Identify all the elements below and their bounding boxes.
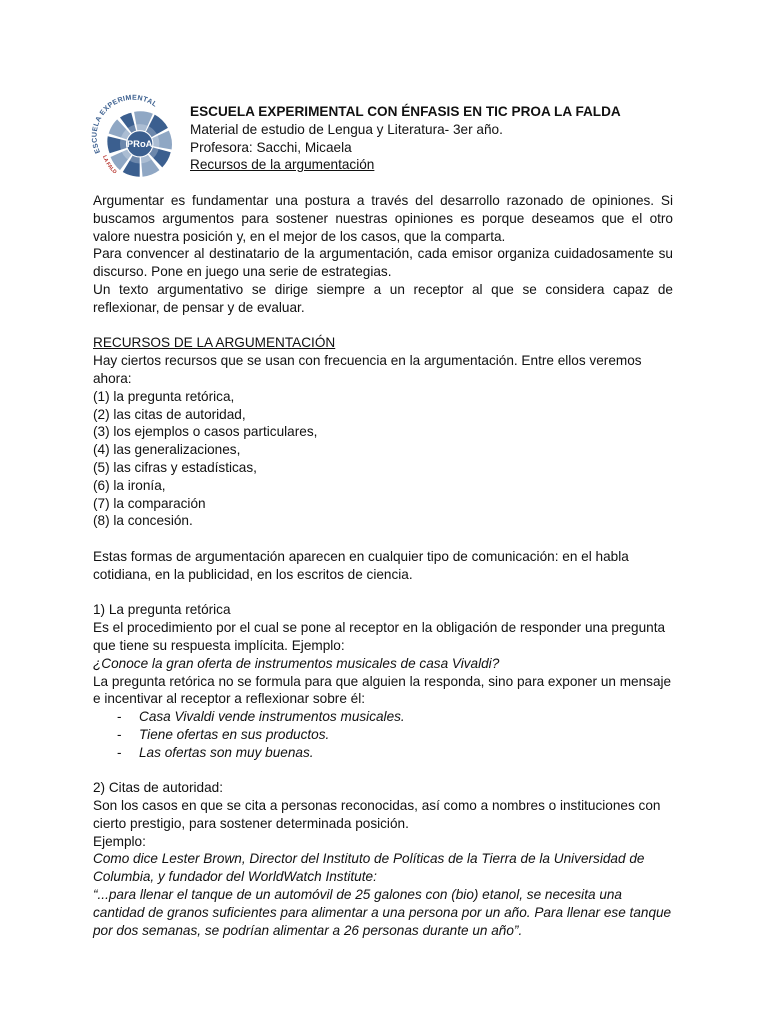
- logo-center-text: PRoA: [126, 138, 153, 150]
- document-header: [190, 103, 710, 174]
- intro-paragraph-3: Un texto argumentativo se dirige siempre a un receptor al que se considera capaz de reflexionar, de pensar y de evaluar.: [93, 281, 673, 315]
- list-item: (2) las citas de autoridad,: [93, 406, 246, 422]
- school-logo: [88, 94, 182, 188]
- bullet-dash: -: [117, 744, 122, 760]
- section2-title: 2) Citas de autoridad:: [93, 780, 223, 796]
- resources-closing: Estas formas de argumentación aparecen en cualquier tipo de comunicación: en el habla cotidiana, en la publicidad, en los escritos de ciencia.: [93, 548, 629, 582]
- section2-description: Son los casos en que se cita a personas reconocidas, así como a nombres o instituciones con cierto prestigio, para sostener determinada posición.: [93, 798, 661, 831]
- bullet-dash: -: [117, 726, 122, 742]
- intro-paragraph-1: Argumentar es fundamentar una postura a través del desarrollo razonado de opiniones. Si buscamos argumentos para sostener nuestras opiniones es porque deseamos que el otro valore nuestra posición y, en el mejor de los casos, que la comparta.: [93, 193, 673, 244]
- logo-emblem: [107, 111, 172, 176]
- logo-arc-text-bottom: LA FALD: [101, 154, 118, 176]
- logo-arc-text: ESCUELA EXPERIMENTAL: [91, 94, 159, 155]
- section1-bullets: [93, 708, 673, 761]
- list-item: - Tiene ofertas en sus productos.: [117, 726, 330, 742]
- material-line: Material de estudio de Lengua y Literatura- 3er año.: [190, 121, 503, 137]
- section1-title: 1) La pregunta retórica: [93, 602, 231, 618]
- list-item: (5) las cifras y estadísticas,: [93, 459, 257, 475]
- list-item: (7) la comparación: [93, 495, 206, 511]
- intro-paragraph-2: Para convencer al destinatario de la argumentación, cada emisor organiza cuidadosamente su discurso. Pone en juego una serie de estrategias.: [93, 246, 673, 280]
- list-item: (6) la ironía,: [93, 477, 166, 493]
- resources-list: [93, 388, 673, 530]
- section2-quote: “...para llenar el tanque de un automóvil de 25 galones con (bio) etanol, se necesita una cantidad de granos suficientes para alimentar a una persona por un año. Para llenar ese tanque por dos semanas, se podrían alimentar a 26 personas durante un año”.: [93, 887, 672, 938]
- teacher-line: Profesora: Sacchi, Micaela: [190, 139, 352, 155]
- section1-description: Es el procedimiento por el cual se pone al receptor en la obligación de responder una pregunta que tiene su respuesta implícita. Ejemplo:: [93, 620, 666, 653]
- section2-attribution: Como dice Lester Brown, Director del Instituto de Políticas de la Tierra de la Universidad de Columbia, y fundador del WorldWatch Institute:: [93, 851, 645, 885]
- document-body: [93, 192, 673, 939]
- list-item: (8) la concesión.: [93, 513, 193, 529]
- school-name: ESCUELA EXPERIMENTAL CON ÉNFASIS EN TIC PROA LA FALDA: [190, 104, 621, 119]
- list-item: - Las ofertas son muy buenas.: [117, 744, 314, 760]
- section1-example: ¿Conoce la gran oferta de instrumentos musicales de casa Vivaldi?: [93, 655, 500, 671]
- list-item: (4) las generalizaciones,: [93, 442, 241, 458]
- section2-example-label: Ejemplo:: [93, 833, 146, 849]
- bullet-dash: -: [117, 709, 122, 725]
- topic-title: Recursos de la argumentación: [190, 157, 375, 173]
- section1-explanation: La pregunta retórica no se formula para que alguien la responda, sino para exponer un mensaje e incentivar al receptor a reflexionar sobre él:: [93, 673, 672, 707]
- list-item: (3) los ejemplos o casos particulares,: [93, 424, 318, 440]
- resources-heading: RECURSOS DE LA ARGUMENTACIÓN: [93, 335, 336, 351]
- resources-intro: Hay ciertos recursos que se usan con frecuencia en la argumentación. Entre ellos veremos ahora:: [93, 353, 642, 386]
- list-item: - Casa Vivaldi vende instrumentos musicales.: [117, 709, 405, 725]
- list-item: (1) la pregunta retórica,: [93, 388, 235, 404]
